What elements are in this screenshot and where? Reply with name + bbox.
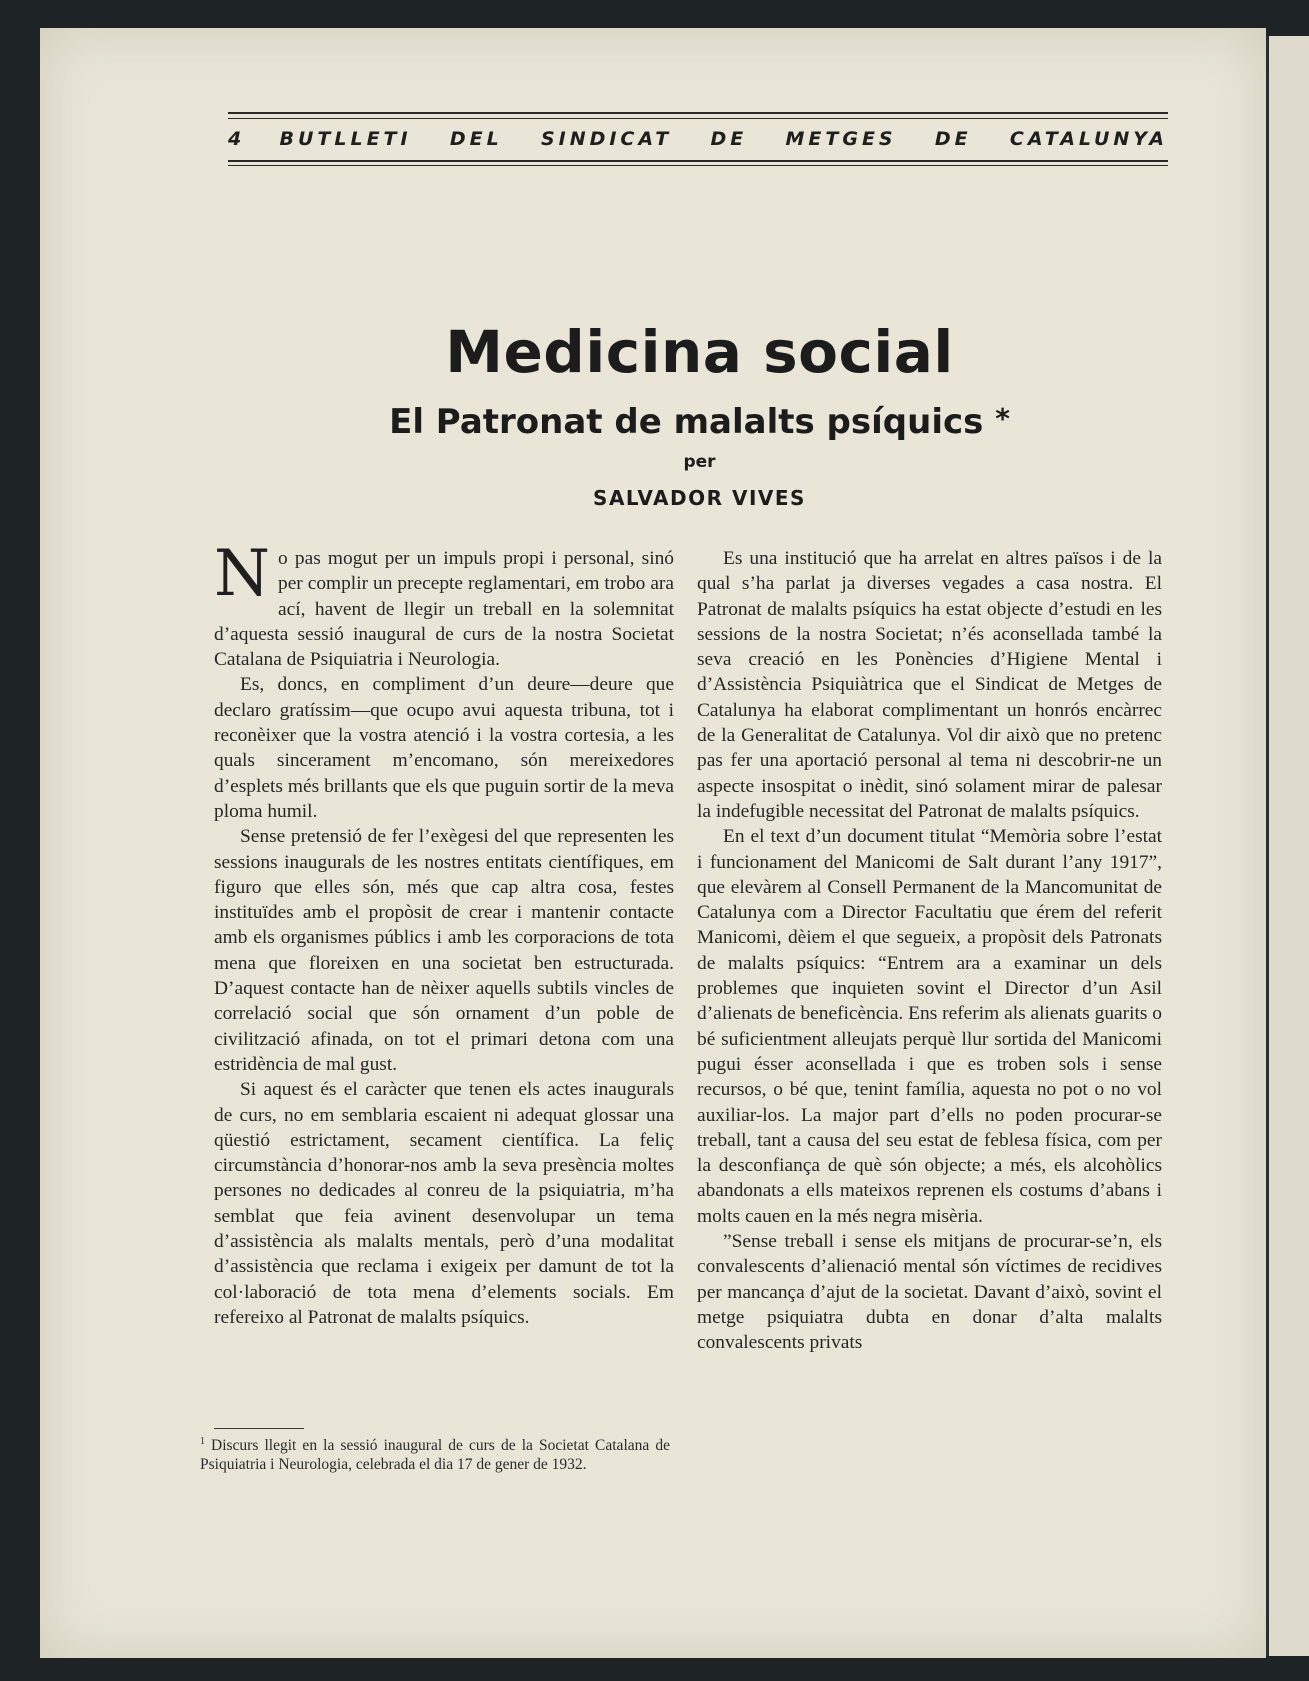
right-column [697,546,1162,1356]
drop-cap: N [214,537,270,611]
paragraph [214,537,674,672]
header-word: SINDICAT [540,128,673,150]
header-word: DEL [449,128,503,150]
subtitle-text: El Patronat de malalts psíquics [389,402,984,442]
header-rule-top-thin [228,118,1168,119]
header-word: METGES [785,128,897,150]
header-rule-bottom [228,160,1168,162]
header-word: DE [710,128,748,150]
paragraph: Si aquest és el caràcter que tenen els actes inaugurals de curs, no em semblaria escaient ni adequat glossar una qüestió estrictament, secament científica. La feliç circumstància d’honorar-nos amb la seva presència moltes persones no dedicades al conreu de la psiquiatria, m’ha semblat que feia avinent desenvolupar un tema d’assistència als malalts mentals, però d’una modalitat d’assistència que reclama i exigeix per damunt de tot la col·laboració de tota mena d’elements socials. Em refereixo al Patronat de malalts psíquics. [214,1079,674,1328]
left-column [214,537,674,1330]
article-subtitle [90,402,1309,442]
paragraph: Es, doncs, en compliment d’un deure—deure que declaro gratíssim—que ocupo avui aquesta tribuna, tot i reconèixer que la vostra atenció i la vostra cortesia, a les quals sincerament m’encomano, són mereixedores d’esplets més brillants que els que puguin sortir de la meva ploma humil. [214,674,674,822]
header-word: BUTLLETI [279,128,412,150]
footnote [200,1432,670,1474]
adjacent-page-edge [1266,36,1309,1656]
article-heading [0,318,1309,510]
header-rule-bottom-thin [228,165,1168,166]
header-word: DE [934,128,972,150]
header-rule-top [228,112,1168,114]
footnote-text: Discurs llegit en la sessió inaugural de curs de la Societat Catalana de Psiquiatria i Neurologia, celebrada el dia 17 de gener de 1932. [200,1437,670,1474]
footnote-asterisk: * [995,402,1010,435]
header-text [228,128,1168,150]
running-header [228,108,1168,170]
footnote-rule [214,1428,304,1429]
footnote-marker: 1 [200,1436,205,1447]
page-number: 4 [228,128,242,150]
header-word: CATALUNYA [1009,128,1168,150]
paragraph: Sense pretensió de fer l’exègesi del que representen les sessions inaugurals de les nostres entitats científiques, em figuro que elles són, més que cap altra cosa, festes instituïdes amb el propòsit de crear i mantenir contacte amb els organismes públics i amb les corporacions de tota mena que floreixen en una societat ben estructurada. D’aquest contacte han de nèixer aquells subtils vincles de correlació social que són ornament d’un poble de civilització afinada, on tot el primari detona com una estridència de mal gust. [214,826,674,1075]
paragraph: En el text d’un document titulat “Memòria sobre l’estat i funcionament del Manicomi de Salt durant l’any 1917”, que elevàrem al Consell Permanent de la Mancomunitat de Catalunya com a Director Facultatiu que érem del referit Manicomi, dèiem el que segueix, a propòsit dels Patronats de malalts psíquics: “Entrem ara a examinar un dels problemes que inquieten sovint el Director d’un Asil d’alienats de beneficència. Ens referim als alienats guarits o bé suficientment alleujats perquè llur sortida del Manicomi pugui ésser aconsellada i que es troben sols i sense recursos, o bé que, tenint família, aquesta no pot o no vol auxiliar-los. La major part d’ells no poden procurar-se treball, tant a causa del seu estat de feblesa física, com per la desconfiança de què són objecte; a més, els alcohòlics abandonats a ells mateixos reprenen els costums d’abans i molts cauen en la més negra misèria. [697,826,1162,1227]
byline-per: per [683,452,716,472]
section-title: Medicina social [445,318,954,386]
paragraph: Es una institució que ha arrelat en altres països i de la qual s’ha parlat ja diverses vegades a casa nostra. El Patronat de malalts psíquics ha estat objecte d’estudi en les sessions de la nostra Societat; n’és aconsellada també la seva creació en les Ponències d’Higiene Mental i d’Assistència Psiquiàtrica que el Sindicat de Metges de Catalunya ha elaborat complimentant un honrós encàrrec de la Generalitat de Catalunya. Vol dir això que no pretenc pas fer una aportació personal al tema ni descobrir-ne un aspecte insospitat o inèdit, sinó solament mirar de palesar la indefugible necessitat del Patronat de malalts psíquics. [697,548,1162,822]
paragraph-text: o pas mogut per un impuls propi i personal, sinó per complir un precepte reglamentari, em trobo ara ací, havent de llegir un treball en la solemnitat d’aquesta sessió inaugural de curs de la nostra Societat Catalana de Psiquiatria i Neurologia. [214,548,674,671]
paragraph: ”Sense treball i sense els mitjans de procurar-se’n, els convalescents d’alienació mental són víctimes de recidives per mancança d’ajut de la societat. Davant d’això, sovint el metge psiquiatra dubta en donar d’alta malalts convalescents privats [697,1231,1162,1354]
author-name: SALVADOR VIVES [593,486,806,510]
